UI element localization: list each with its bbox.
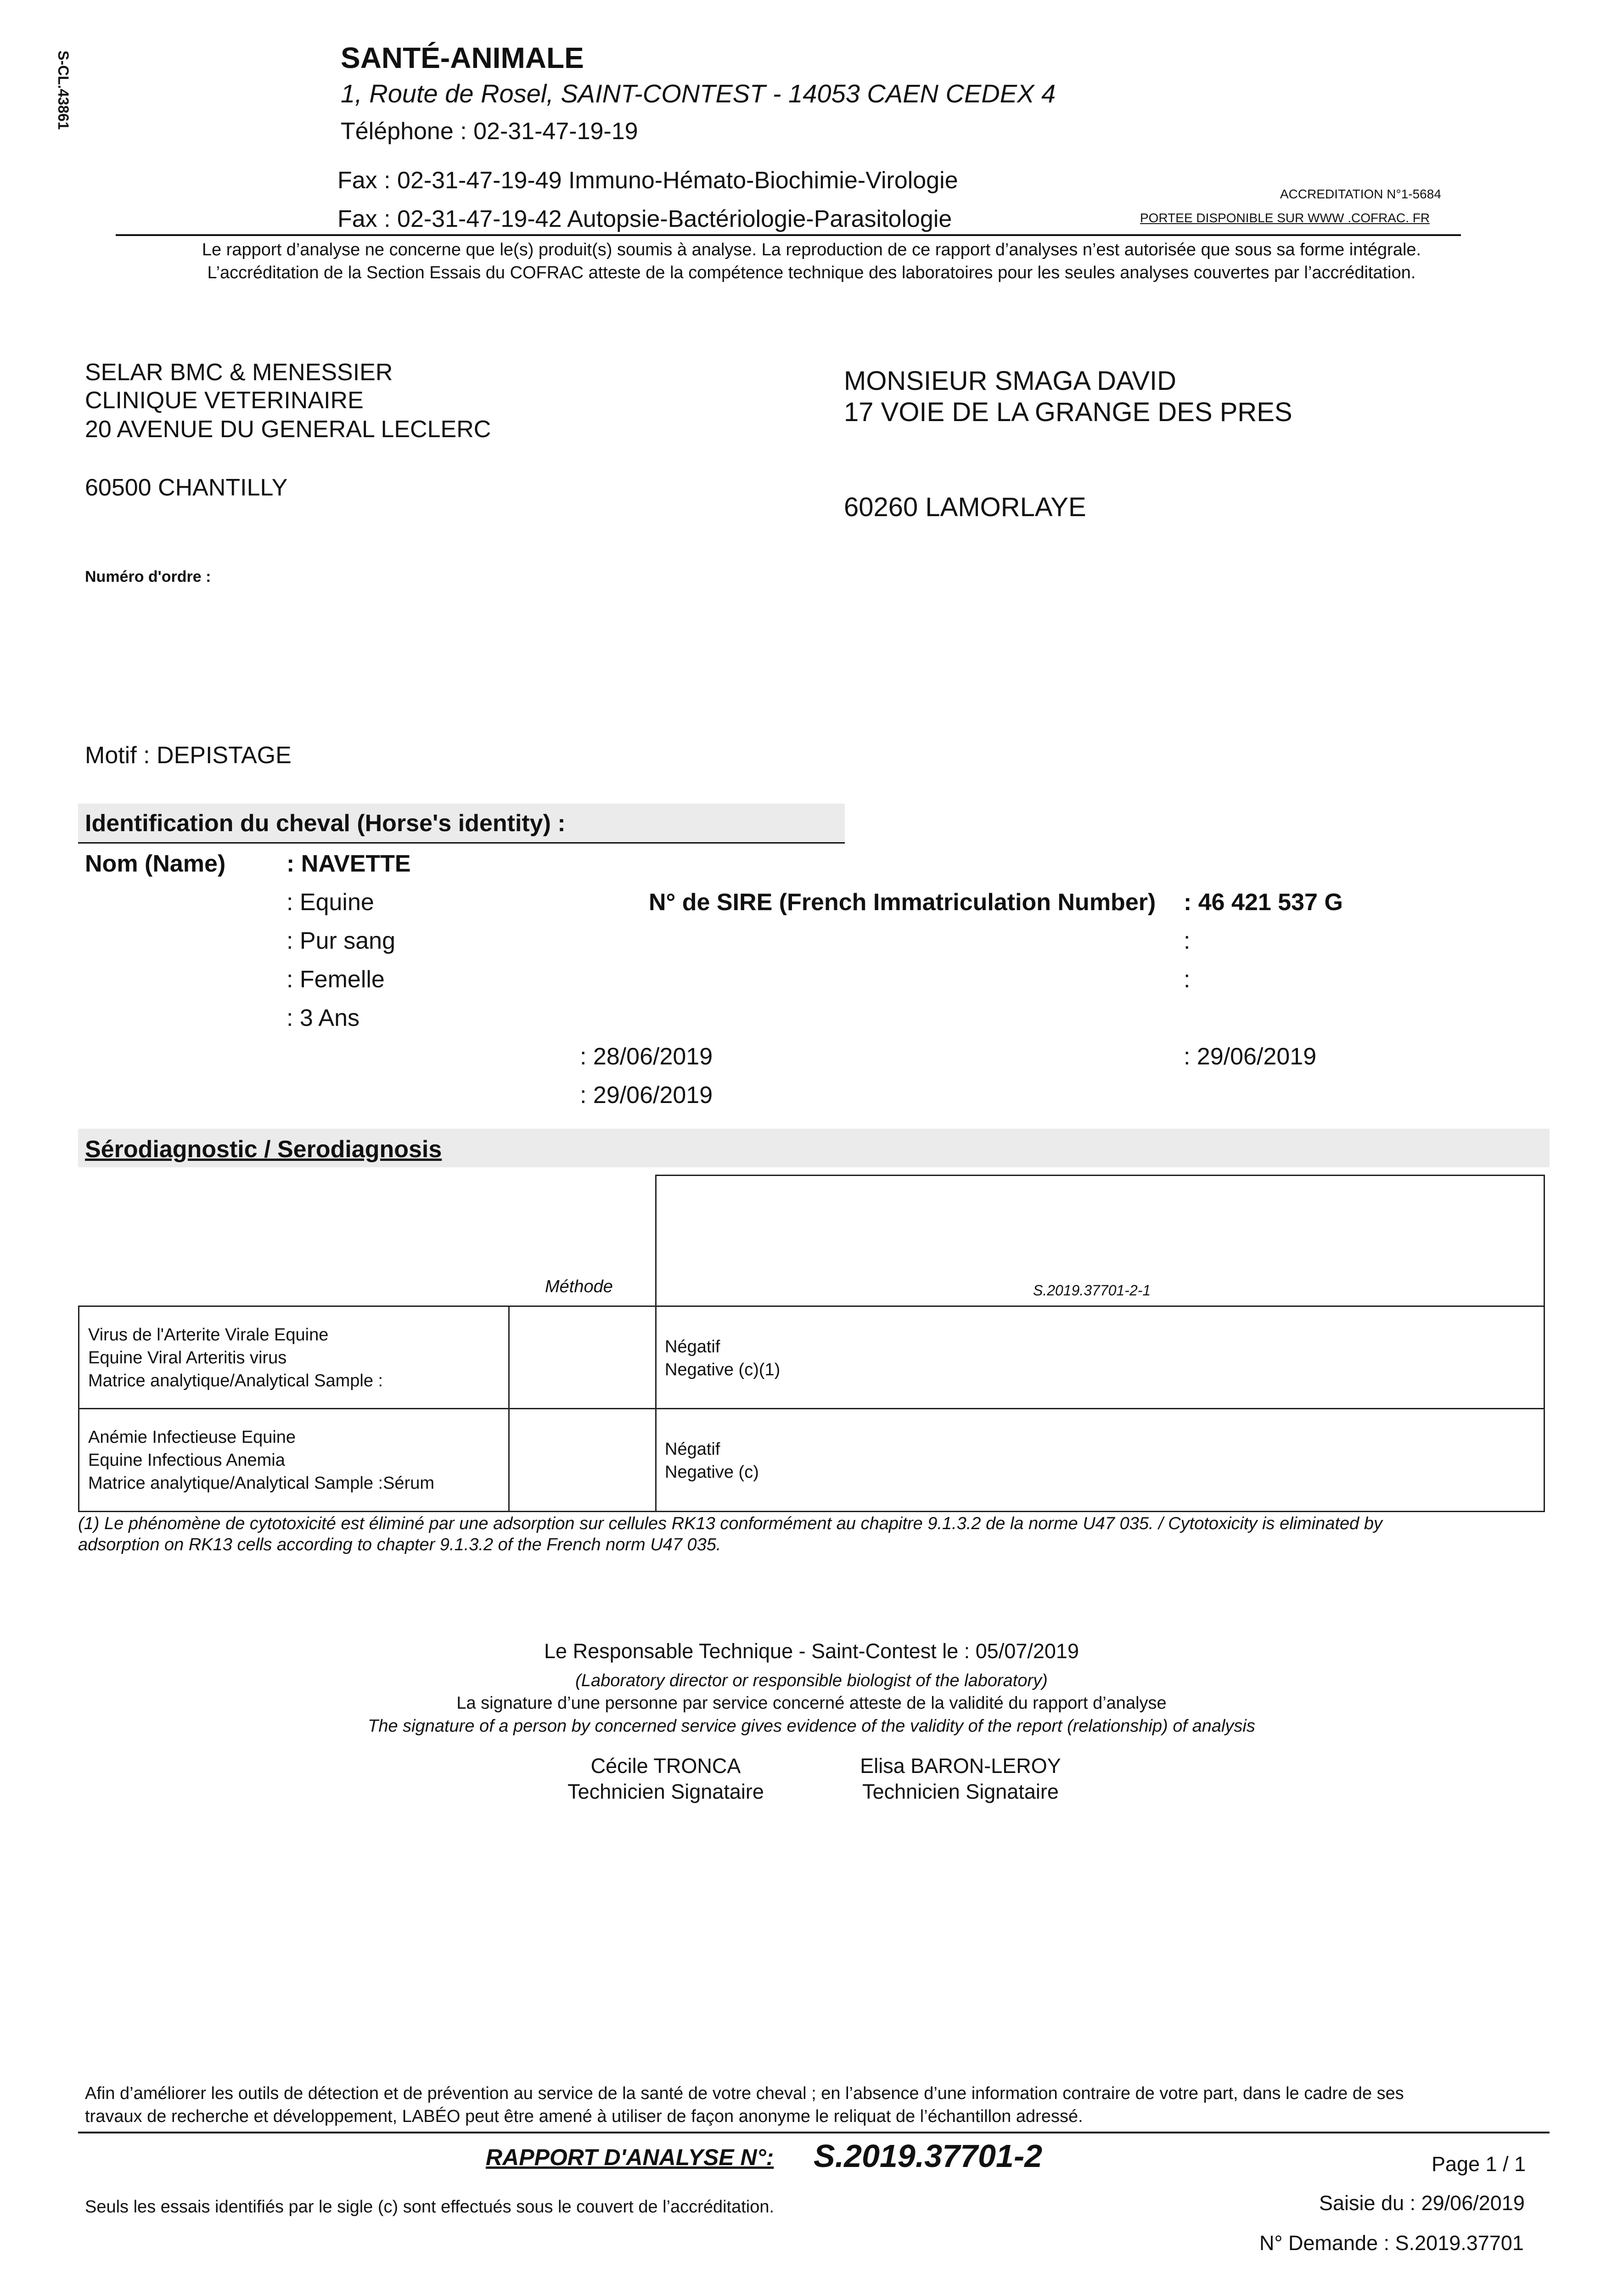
- notice-line-1: Afin d’améliorer les outils de détection et de prévention au service de la santé de votre cheval ; en l’absence d’une information contraire de votre part, dans le cadre de ses: [85, 2084, 1404, 2103]
- page-number: Page 1 / 1: [1432, 2152, 1526, 2176]
- disclaimer-line-1: Le rapport d’analyse ne concerne que le(s) produit(s) soumis à analyse. La reproduction de ce rapport d’analyses n’est autorisée que sous sa forme intégrale.: [202, 240, 1421, 259]
- col-divider-1: [508, 1306, 510, 1512]
- horse-sex: : Femelle: [286, 966, 385, 993]
- analysis-name-en: Equine Viral Arteritis virus: [88, 1348, 287, 1367]
- result-en: Negative (c)(1): [665, 1360, 781, 1379]
- signatory-1-role: Technicien Signataire: [567, 1780, 764, 1803]
- result-fr: Négatif: [665, 1440, 720, 1459]
- order-number-label: Numéro d'ordre :: [85, 568, 211, 585]
- horse-age: : 3 Ans: [286, 1005, 359, 1031]
- signatory-1-name: Cécile TRONCA: [590, 1754, 741, 1778]
- analysis-matrix: Matrice analytique/Analytical Sample :Sérum: [88, 1474, 435, 1493]
- method-header: Méthode: [545, 1277, 613, 1296]
- lab-fax-1: Fax : 02-31-47-19-49 Immuno-Hémato-Biochimie-Virologie: [337, 167, 958, 194]
- sender-city: 60500 CHANTILLY: [85, 474, 288, 501]
- analysis-matrix: Matrice analytique/Analytical Sample :: [88, 1371, 383, 1390]
- sample-id-header: S.2019.37701-2-1: [1033, 1282, 1151, 1299]
- row-divider: [78, 1408, 1545, 1409]
- report-label: RAPPORT D'ANALYSE N°:: [486, 2144, 774, 2170]
- sender-line-3: 20 AVENUE DU GENERAL LECLERC: [85, 416, 491, 443]
- col-divider-2: [655, 1306, 657, 1512]
- signature-line-3: La signature d’une personne par service concerné atteste de la validité du rapport d’analyse: [456, 1694, 1167, 1713]
- horse-name-label: Nom (Name): [85, 850, 226, 877]
- notice-line-2: travaux de recherche et développement, LABÉO peut être amené à utiliser de façon anonyme le reliquat de l’échantillon adressé.: [85, 2107, 1083, 2126]
- analysis-name-fr: Anémie Infectieuse Equine: [88, 1428, 296, 1447]
- date-3: : 29/06/2019: [1184, 1043, 1317, 1070]
- demande-number: N° Demande : S.2019.37701: [1259, 2231, 1524, 2255]
- header-divider: [116, 234, 1461, 236]
- side-code: S-CL.43861: [55, 51, 72, 130]
- identification-underline: [78, 842, 845, 844]
- serodiagnostic-heading: Sérodiagnostic / Serodiagnosis: [85, 1136, 442, 1163]
- footnote-line-2: adsorption on RK13 cells according to chapter 9.1.3.2 of the French norm U47 035.: [78, 1535, 721, 1554]
- signature-line-1: Le Responsable Technique - Saint-Contest le : 05/07/2019: [544, 1639, 1079, 1663]
- date-1: : 28/06/2019: [580, 1043, 713, 1070]
- sender-line-2: CLINIQUE VETERINAIRE: [85, 387, 364, 414]
- motif: Motif : DEPISTAGE: [85, 742, 292, 769]
- signature-line-2: (Laboratory director or responsible biologist of the laboratory): [575, 1671, 1048, 1690]
- sire-value: : 46 421 537 G: [1184, 889, 1343, 916]
- lab-name: SANTÉ-ANIMALE: [341, 41, 584, 74]
- colon-2: :: [1184, 966, 1191, 993]
- identification-heading: Identification du cheval (Horse's identity) :: [85, 810, 566, 837]
- colon-1: :: [1184, 928, 1191, 954]
- signature-line-4: The signature of a person by concerned service gives evidence of the validity of the report (relationship) of analysis: [368, 1716, 1255, 1736]
- accredited-note: Seuls les essais identifiés par le sigle (c) sont effectués sous le couvert de l’accréditation.: [85, 2197, 775, 2217]
- sire-label: N° de SIRE (French Immatriculation Number): [649, 889, 1156, 916]
- recipient-line-1: MONSIEUR SMAGA DAVID: [844, 366, 1177, 396]
- saisie-date: Saisie du : 29/06/2019: [1319, 2191, 1525, 2215]
- signatory-2-role: Technicien Signataire: [862, 1780, 1059, 1803]
- signatory-2-name: Elisa BARON-LEROY: [860, 1754, 1061, 1778]
- sender-line-1: SELAR BMC & MENESSIER: [85, 359, 393, 386]
- portee-link[interactable]: PORTEE DISPONIBLE SUR WWW .COFRAC. FR: [1140, 211, 1430, 225]
- lab-address: 1, Route de Rosel, SAINT-CONTEST - 14053 CAEN CEDEX 4: [341, 79, 1056, 108]
- result-en: Negative (c): [665, 1463, 759, 1482]
- analysis-name-en: Equine Infectious Anemia: [88, 1451, 285, 1470]
- footer-divider: [78, 2132, 1550, 2133]
- analysis-name-fr: Virus de l'Arterite Virale Equine: [88, 1325, 329, 1345]
- report-number: S.2019.37701-2: [814, 2138, 1043, 2174]
- result-fr: Négatif: [665, 1337, 720, 1356]
- recipient-line-2: 17 VOIE DE LA GRANGE DES PRES: [844, 397, 1292, 427]
- horse-name-value: : NAVETTE: [286, 850, 411, 877]
- disclaimer-line-2: L’accréditation de la Section Essais du COFRAC atteste de la compétence technique des laboratoires pour les seules analyses couvertes par l’accréditation.: [207, 263, 1416, 282]
- footnote-line-1: (1) Le phénomène de cytotoxicité est éliminé par une adsorption sur cellules RK13 conformément au chapitre 9.1.3.2 de la norme U47 035. / Cytotoxicity is eliminated by: [78, 1514, 1382, 1533]
- horse-breed: : Pur sang: [286, 928, 396, 954]
- recipient-city: 60260 LAMORLAYE: [844, 492, 1086, 522]
- horse-species: : Equine: [286, 889, 374, 916]
- lab-fax-2: Fax : 02-31-47-19-42 Autopsie-Bactériologie-Parasitologie: [337, 206, 952, 232]
- accreditation-number: ACCREDITATION N°1-5684: [1280, 187, 1441, 201]
- lab-phone: Téléphone : 02-31-47-19-19: [341, 118, 638, 145]
- date-2: : 29/06/2019: [580, 1082, 713, 1109]
